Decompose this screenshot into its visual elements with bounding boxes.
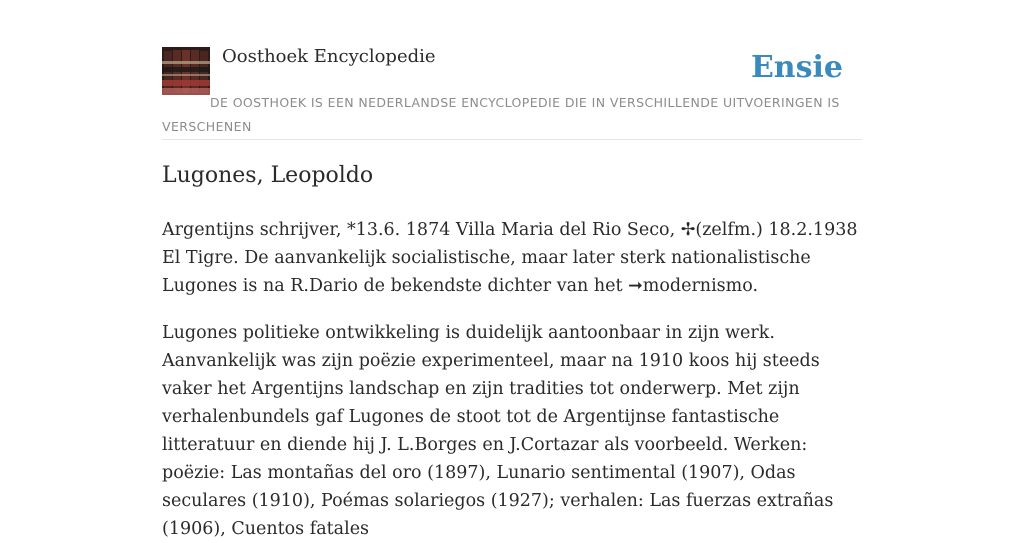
article-paragraph-2: Lugones politieke ontwikkeling is duidelijk aantoonbaar in zijn werk. Aanvankelijk was zijn poëzie experimenteel, maar na 1910 koos hij steeds vaker het Argentijns landschap en zijn tradities tot onderwerp. Met zijn verhalenbundels gaf Lugones de stoot tot de Argentijnse fantastische litteratuur en diende hij J. L.Borges en J.Cortazar als voorbeeld. Werken: poëzie: Las montañas del oro (1897), Lunario sentimental (1907), Odas seculares (1910), Poémas solariegos (1927); verhalen: Las fuerzas extrañas (1906), Cuentos fatales (162, 323, 834, 539)
publication-avatar[interactable] (162, 47, 210, 95)
publication-name-link[interactable]: Oosthoek Encyclopedie (222, 46, 436, 67)
paragraph-text-end: . (752, 276, 759, 296)
article-title: Lugones, Leopoldo (162, 163, 374, 188)
article-paragraph-1 (162, 216, 862, 300)
header-divider (162, 139, 862, 140)
cross-reference-link-modernismo[interactable]: ➞modernismo (628, 276, 753, 296)
publication-tagline: DE OOSTHOEK IS EEN NEDERLANDSE ENCYCLOPEDIE DIE IN VERSCHILLENDE UITVOERINGEN IS VERSCHENEN (162, 95, 840, 134)
brand-logo-link[interactable]: Ensie (750, 50, 843, 85)
encyclopedia-books-image (162, 47, 210, 95)
article-page (162, 0, 862, 539)
paragraph-text: Argentijns schrijver, *13.6. 1874 Villa Maria del Rio Seco, ✢(zelfm.) 18.2.1938 El Tigre. De aanvankelijk socialistische, maar later sterk nationalistische Lugones is na R.Dario de bekendste dichter van het (162, 220, 858, 296)
